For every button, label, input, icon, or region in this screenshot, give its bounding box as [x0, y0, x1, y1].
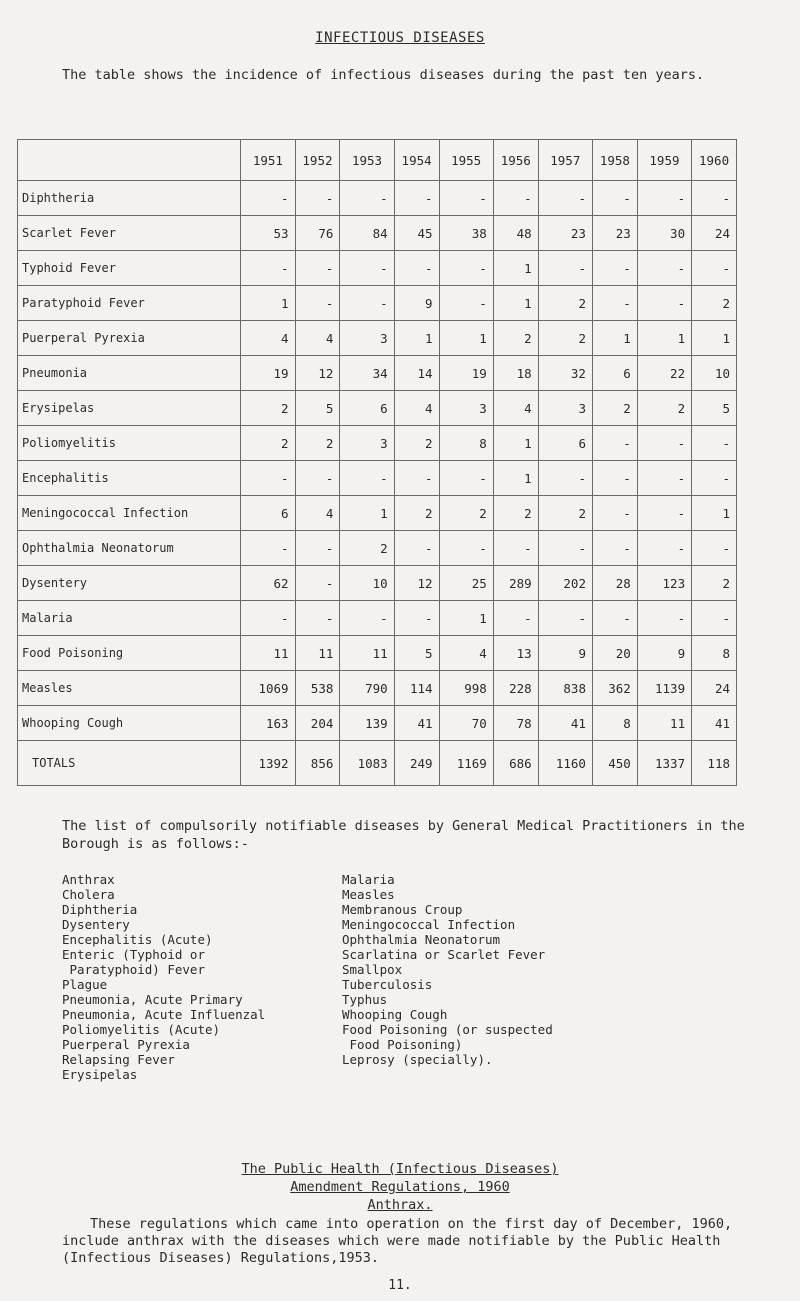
table-cell: 2 — [241, 426, 295, 461]
disease-name: Meningococcal Infection — [18, 496, 241, 531]
totals-cell: 1169 — [439, 741, 493, 786]
disease-name: Whooping Cough — [18, 706, 241, 741]
notifiable-list-right — [342, 872, 672, 1067]
table-cell: 53 — [241, 216, 295, 251]
table-cell: 1 — [340, 496, 394, 531]
table-cell: - — [295, 181, 340, 216]
totals-cell: 686 — [493, 741, 538, 786]
table-cell: 2 — [538, 496, 592, 531]
table-cell: 790 — [340, 671, 394, 706]
table-cell: 34 — [340, 356, 394, 391]
table-cell: 78 — [493, 706, 538, 741]
list-item: Measles — [342, 887, 395, 902]
totals-cell: 1083 — [340, 741, 394, 786]
table-cell: 538 — [295, 671, 340, 706]
table-cell: 1 — [439, 601, 493, 636]
table-cell: - — [295, 531, 340, 566]
totals-label: TOTALS — [18, 741, 241, 786]
table-cell: 2 — [538, 321, 592, 356]
list-item: Food Poisoning) — [342, 1037, 463, 1052]
table-cell: 11 — [295, 636, 340, 671]
table-cell: - — [394, 251, 439, 286]
table-cell: - — [592, 461, 637, 496]
table-cell: 1 — [637, 321, 691, 356]
table-cell: - — [538, 531, 592, 566]
table-row — [18, 601, 737, 636]
year-header-1956: 1956 — [493, 140, 538, 181]
table-cell: 204 — [295, 706, 340, 741]
totals-cell: 249 — [394, 741, 439, 786]
table-cell: 41 — [692, 706, 737, 741]
table-cell: 32 — [538, 356, 592, 391]
table-cell: 1 — [592, 321, 637, 356]
table-cell: - — [592, 251, 637, 286]
year-header-1955: 1955 — [439, 140, 493, 181]
disease-name: Food Poisoning — [18, 636, 241, 671]
totals-cell: 450 — [592, 741, 637, 786]
table-cell: 2 — [592, 391, 637, 426]
table-cell: - — [340, 461, 394, 496]
table-cell: - — [439, 461, 493, 496]
table-cell: 2 — [394, 496, 439, 531]
table-cell: - — [592, 531, 637, 566]
table-row — [18, 321, 737, 356]
table-cell: 4 — [493, 391, 538, 426]
table-cell: - — [637, 531, 691, 566]
disease-name: Encephalitis — [18, 461, 241, 496]
table-cell: - — [439, 531, 493, 566]
table-cell: 8 — [439, 426, 493, 461]
table-cell: - — [493, 531, 538, 566]
table-cell: - — [295, 251, 340, 286]
disease-name: Typhoid Fever — [18, 251, 241, 286]
table-cell: 4 — [439, 636, 493, 671]
table-cell: - — [241, 601, 295, 636]
table-cell: - — [295, 286, 340, 321]
table-row — [18, 251, 737, 286]
table-cell: - — [637, 496, 691, 531]
table-cell: 1 — [493, 251, 538, 286]
table-cell: 4 — [394, 391, 439, 426]
table-row — [18, 636, 737, 671]
year-header-1959: 1959 — [637, 140, 691, 181]
list-item: Scarlatina or Scarlet Fever — [342, 947, 546, 962]
table-cell: - — [295, 601, 340, 636]
table-cell: 228 — [493, 671, 538, 706]
totals-row — [18, 741, 737, 786]
totals-cell: 118 — [692, 741, 737, 786]
year-header-1953: 1953 — [340, 140, 394, 181]
table-cell: - — [692, 531, 737, 566]
year-header-1957: 1957 — [538, 140, 592, 181]
table-cell: - — [637, 286, 691, 321]
table-cell: 24 — [692, 671, 737, 706]
table-cell: 76 — [295, 216, 340, 251]
table-cell: 1069 — [241, 671, 295, 706]
table-cell: 6 — [538, 426, 592, 461]
table-cell: 362 — [592, 671, 637, 706]
year-header-1951: 1951 — [241, 140, 295, 181]
table-cell: 1 — [439, 321, 493, 356]
table-cell: 2 — [439, 496, 493, 531]
table-cell: - — [637, 251, 691, 286]
table-cell: 28 — [592, 566, 637, 601]
table-cell: - — [692, 426, 737, 461]
table-cell: 2 — [295, 426, 340, 461]
table-cell: 14 — [394, 356, 439, 391]
table-cell: 6 — [241, 496, 295, 531]
table-cell: - — [592, 601, 637, 636]
table-row — [18, 356, 737, 391]
table-cell: 13 — [493, 636, 538, 671]
disease-name: Erysipelas — [18, 391, 241, 426]
table-cell: 114 — [394, 671, 439, 706]
totals-cell: 856 — [295, 741, 340, 786]
disease-name: Scarlet Fever — [18, 216, 241, 251]
list-item: Diphtheria — [62, 902, 138, 917]
table-cell: - — [592, 496, 637, 531]
table-cell: - — [241, 251, 295, 286]
table-cell: - — [439, 251, 493, 286]
table-cell: 6 — [592, 356, 637, 391]
table-cell: - — [241, 531, 295, 566]
table-cell: 10 — [692, 356, 737, 391]
list-item: Cholera — [62, 887, 115, 902]
table-cell: 45 — [394, 216, 439, 251]
table-cell: 123 — [637, 566, 691, 601]
table-cell: 2 — [340, 531, 394, 566]
table-row — [18, 531, 737, 566]
table-header-row — [18, 140, 737, 181]
regulations-heading — [0, 1160, 800, 1214]
table-cell: 5 — [394, 636, 439, 671]
list-item: Erysipelas — [62, 1067, 138, 1082]
disease-name: Paratyphoid Fever — [18, 286, 241, 321]
page-number: 11. — [388, 1278, 412, 1293]
table-cell: - — [295, 461, 340, 496]
list-item: Encephalitis (Acute) — [62, 932, 213, 947]
table-cell: 24 — [692, 216, 737, 251]
disease-name: Dysentery — [18, 566, 241, 601]
table-row — [18, 671, 737, 706]
table-cell: 20 — [592, 636, 637, 671]
table-cell: - — [637, 461, 691, 496]
table-row — [18, 181, 737, 216]
regulations-heading-line-3: Anthrax. — [367, 1197, 433, 1213]
table-cell: 1 — [493, 286, 538, 321]
table-cell: 4 — [241, 321, 295, 356]
disease-name: Poliomyelitis — [18, 426, 241, 461]
table-cell: - — [340, 251, 394, 286]
table-cell: 2 — [692, 286, 737, 321]
table-cell: 2 — [493, 321, 538, 356]
table-cell: 19 — [439, 356, 493, 391]
table-corner-cell — [18, 140, 241, 181]
list-item: Malaria — [342, 872, 395, 887]
table-cell: - — [692, 601, 737, 636]
table-cell: - — [538, 461, 592, 496]
year-header-1952: 1952 — [295, 140, 340, 181]
table-cell: 1 — [493, 426, 538, 461]
intro-paragraph: The table shows the incidence of infectious diseases during the past ten years. — [62, 67, 705, 83]
table-cell: - — [340, 181, 394, 216]
table-cell: 84 — [340, 216, 394, 251]
table-cell: 8 — [592, 706, 637, 741]
table-cell: 202 — [538, 566, 592, 601]
table-row — [18, 496, 737, 531]
disease-name: Ophthalmia Neonatorum — [18, 531, 241, 566]
table-cell: - — [538, 251, 592, 286]
totals-cell: 1392 — [241, 741, 295, 786]
list-item: Enteric (Typhoid or — [62, 947, 205, 962]
table-cell: - — [439, 181, 493, 216]
table-row — [18, 461, 737, 496]
table-cell: - — [592, 286, 637, 321]
year-header-1958: 1958 — [592, 140, 637, 181]
table-cell: 3 — [439, 391, 493, 426]
list-item: Smallpox — [342, 962, 403, 977]
table-cell: 10 — [340, 566, 394, 601]
table-cell: - — [493, 181, 538, 216]
disease-name: Pneumonia — [18, 356, 241, 391]
table-cell: - — [340, 601, 394, 636]
table-cell: - — [692, 461, 737, 496]
disease-name: Puerperal Pyrexia — [18, 321, 241, 356]
table-cell: 2 — [394, 426, 439, 461]
table-cell: 70 — [439, 706, 493, 741]
table-cell: 1 — [394, 321, 439, 356]
table-cell: - — [241, 181, 295, 216]
table-row — [18, 391, 737, 426]
table-cell: 23 — [592, 216, 637, 251]
table-cell: - — [394, 181, 439, 216]
list-item: Membranous Croup — [342, 902, 463, 917]
regulations-body: These regulations which came into operation on the first day of December, 1960, include anthrax with the diseases which were made notifiable by the Public Health (Infectious Diseases) Regulations,1953. — [62, 1216, 733, 1266]
table-row — [18, 566, 737, 601]
table-cell: 2 — [692, 566, 737, 601]
table-cell: - — [340, 286, 394, 321]
table-body — [18, 181, 737, 786]
totals-cell: 1160 — [538, 741, 592, 786]
table-cell: 41 — [394, 706, 439, 741]
table-cell: 3 — [538, 391, 592, 426]
table-cell: 163 — [241, 706, 295, 741]
table-cell: 38 — [439, 216, 493, 251]
table-cell: 19 — [241, 356, 295, 391]
table-cell: 30 — [637, 216, 691, 251]
list-item: Paratyphoid) Fever — [62, 962, 205, 977]
table-cell: 62 — [241, 566, 295, 601]
table-cell: 2 — [241, 391, 295, 426]
table-cell: - — [394, 531, 439, 566]
table-cell: 2 — [493, 496, 538, 531]
list-item: Poliomyelitis (Acute) — [62, 1022, 221, 1037]
year-header-1954: 1954 — [394, 140, 439, 181]
table-cell: - — [692, 251, 737, 286]
table-cell: 998 — [439, 671, 493, 706]
table-cell: - — [538, 181, 592, 216]
table-cell: - — [439, 286, 493, 321]
list-item: Food Poisoning (or suspected — [342, 1022, 553, 1037]
list-item: Whooping Cough — [342, 1007, 448, 1022]
table-row — [18, 426, 737, 461]
table-cell: 11 — [340, 636, 394, 671]
regulations-heading-line-2: Amendment Regulations, 1960 — [290, 1179, 510, 1195]
table-cell: 838 — [538, 671, 592, 706]
table-cell: 9 — [637, 636, 691, 671]
table-cell: 25 — [439, 566, 493, 601]
table-cell: 2 — [637, 391, 691, 426]
list-item: Dysentery — [62, 917, 130, 932]
table-cell: 1139 — [637, 671, 691, 706]
table-cell: 48 — [493, 216, 538, 251]
disease-name: Measles — [18, 671, 241, 706]
list-item: Ophthalmia Neonatorum — [342, 932, 501, 947]
table-cell: 1 — [692, 321, 737, 356]
list-item: Tuberculosis — [342, 977, 433, 992]
table-cell: 6 — [340, 391, 394, 426]
table-cell: 11 — [241, 636, 295, 671]
table-cell: 289 — [493, 566, 538, 601]
table-cell: - — [295, 566, 340, 601]
table-row — [18, 286, 737, 321]
table-cell: 1 — [692, 496, 737, 531]
table-cell: 18 — [493, 356, 538, 391]
table-cell: 22 — [637, 356, 691, 391]
table-cell: 23 — [538, 216, 592, 251]
table-cell: 3 — [340, 321, 394, 356]
list-item: Typhus — [342, 992, 388, 1007]
table-cell: 9 — [394, 286, 439, 321]
table-cell: 139 — [340, 706, 394, 741]
table-cell: 2 — [538, 286, 592, 321]
table-cell: - — [637, 426, 691, 461]
page-title: INFECTIOUS DISEASES — [315, 30, 485, 46]
disease-name: Malaria — [18, 601, 241, 636]
table-cell: 4 — [295, 321, 340, 356]
table-row — [18, 706, 737, 741]
incidence-table — [17, 139, 737, 786]
table-cell: - — [637, 181, 691, 216]
list-item: Leprosy (specially). — [342, 1052, 493, 1067]
table-cell: 1 — [241, 286, 295, 321]
table-cell: 12 — [295, 356, 340, 391]
year-header-1960: 1960 — [692, 140, 737, 181]
list-item: Meningococcal Infection — [342, 917, 516, 932]
table-cell: 11 — [637, 706, 691, 741]
table-cell: 1 — [493, 461, 538, 496]
table-cell: 4 — [295, 496, 340, 531]
table-cell: - — [637, 601, 691, 636]
table-cell: - — [692, 181, 737, 216]
notifiable-list-intro: The list of compulsorily notifiable diseases by General Medical Practitioners in the Borough is as follows:- — [62, 818, 745, 852]
table-cell: 5 — [692, 391, 737, 426]
regulations-heading-line-1: The Public Health (Infectious Diseases) — [241, 1161, 559, 1177]
table-cell: 8 — [692, 636, 737, 671]
table-row — [18, 216, 737, 251]
list-item: Anthrax — [62, 872, 115, 887]
table-cell: 12 — [394, 566, 439, 601]
table-cell: - — [493, 601, 538, 636]
table-cell: 41 — [538, 706, 592, 741]
list-item: Relapsing Fever — [62, 1052, 175, 1067]
table-cell: - — [241, 461, 295, 496]
table-cell: 9 — [538, 636, 592, 671]
list-item: Plague — [62, 977, 108, 992]
table-cell: - — [394, 461, 439, 496]
list-item: Pneumonia, Acute Primary — [62, 992, 243, 1007]
table-cell: - — [592, 181, 637, 216]
table-cell: - — [538, 601, 592, 636]
table-cell: 3 — [340, 426, 394, 461]
disease-name: Diphtheria — [18, 181, 241, 216]
table-cell: - — [394, 601, 439, 636]
table-cell: 5 — [295, 391, 340, 426]
totals-cell: 1337 — [637, 741, 691, 786]
list-item: Puerperal Pyrexia — [62, 1037, 190, 1052]
table-cell: - — [592, 426, 637, 461]
list-item: Pneumonia, Acute Influenzal — [62, 1007, 266, 1022]
